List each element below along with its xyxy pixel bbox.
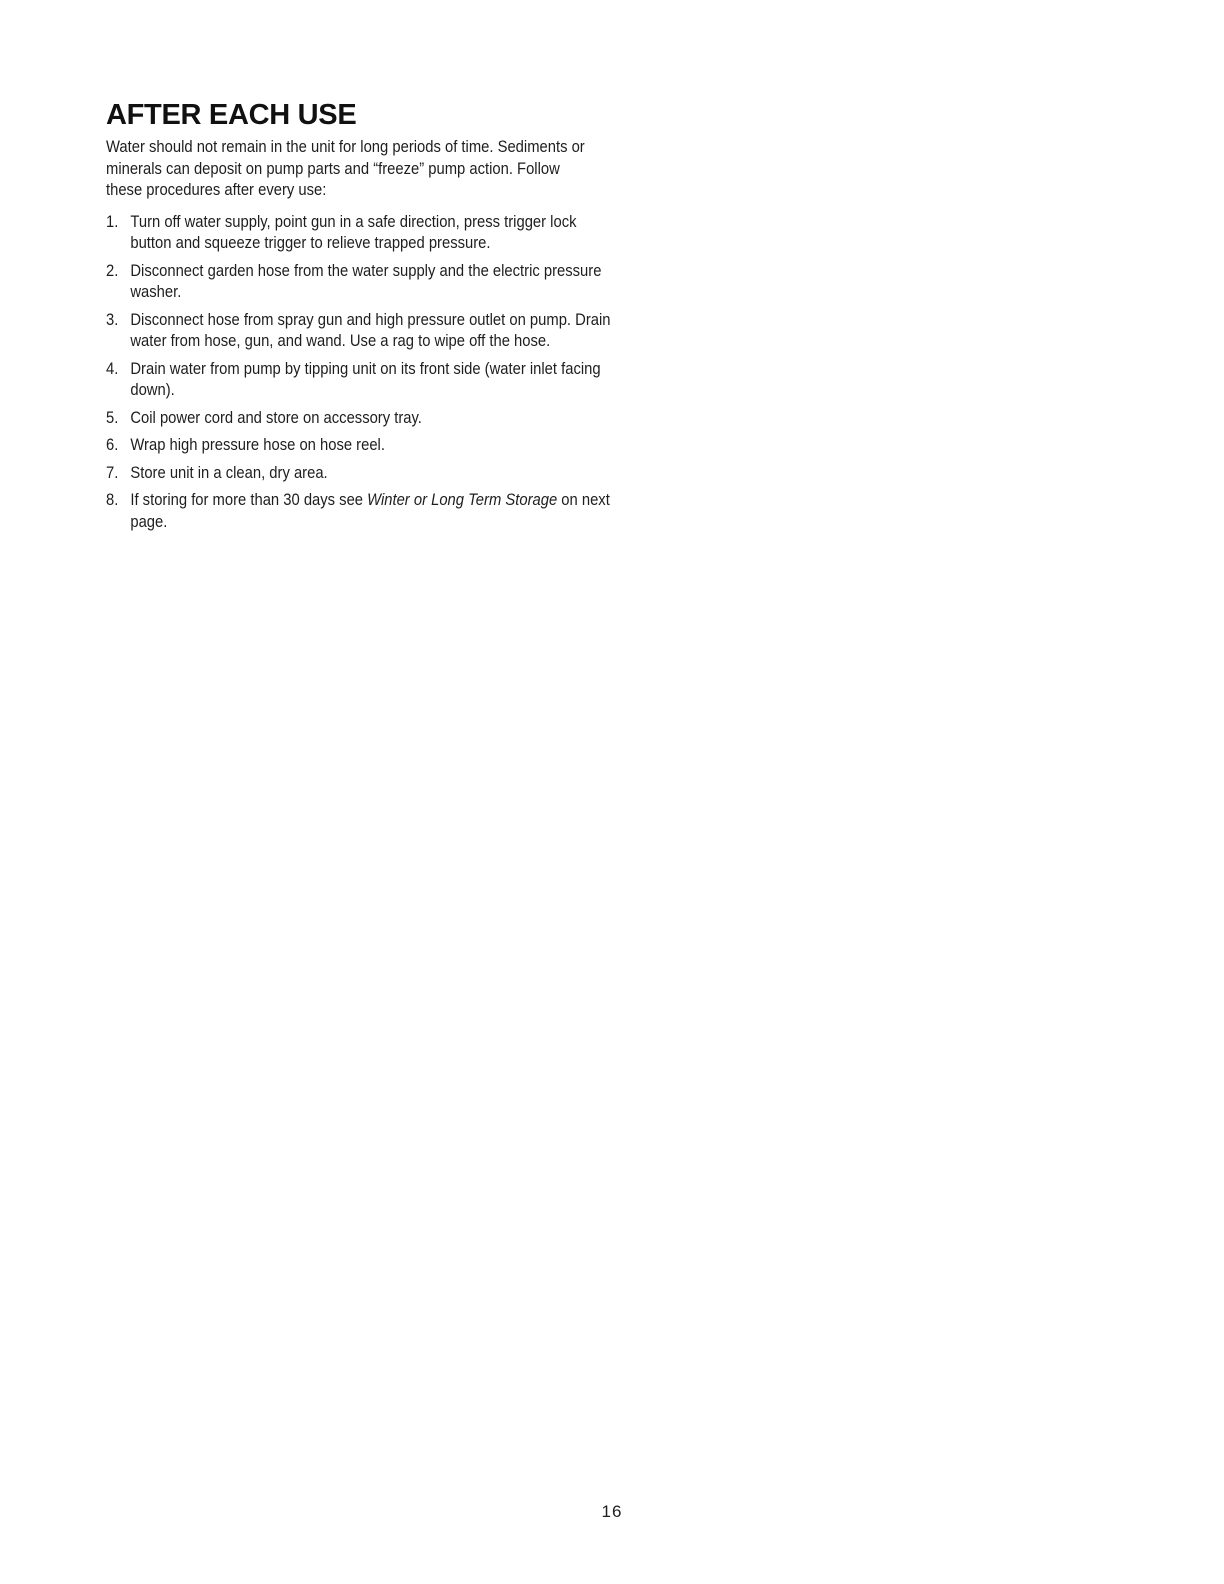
step-text: Coil power cord and store on accessory tray. [130,407,422,427]
list-item [106,407,618,429]
step-number: 4. [106,358,119,378]
step-text: Disconnect garden hose from the water supply and the electric pressure washer. [130,260,602,301]
step-number: 1. [106,211,119,231]
list-item [106,260,618,303]
step-text-lead: If storing for more than 30 days see [130,490,368,509]
list-item [106,211,618,254]
procedure-list [106,211,626,533]
step-number: 8. [106,490,119,509]
step-text: Disconnect hose from spray gun and high pressure outlet on pump. Drain water from hose, gun, and wand. Use a rag to wipe off the hose. [130,309,611,350]
step-number: 7. [106,462,119,482]
step-text-tail: on next page. [130,490,610,531]
page-number: 16 [601,1502,623,1521]
list-item [106,358,618,401]
step-text: Turn off water supply, point gun in a safe direction, press trigger lock button and squeeze trigger to relieve trapped pressure. [130,211,577,252]
step-text: Drain water from pump by tipping unit on its front side (water inlet facing down). [130,358,601,399]
step-number: 5. [106,407,119,427]
step-number: 3. [106,309,119,329]
intro-paragraph: Water should not remain in the unit for long periods of time. Sediments or minerals can deposit on pump parts and “freeze” pump action. Follow these procedures after every use: [106,137,585,199]
list-item [106,489,618,532]
list-item [106,309,618,352]
step-text: Wrap high pressure hose on hose reel. [130,435,385,454]
list-item [106,462,618,484]
list-item [106,434,618,456]
step-number: 6. [106,435,119,454]
after-each-use-section [106,98,626,538]
storage-reference: Winter or Long Term Storage [367,490,558,509]
step-number: 2. [106,260,119,280]
section-title: AFTER EACH USE [106,99,357,131]
step-text: Store unit in a clean, dry area. [130,462,328,482]
